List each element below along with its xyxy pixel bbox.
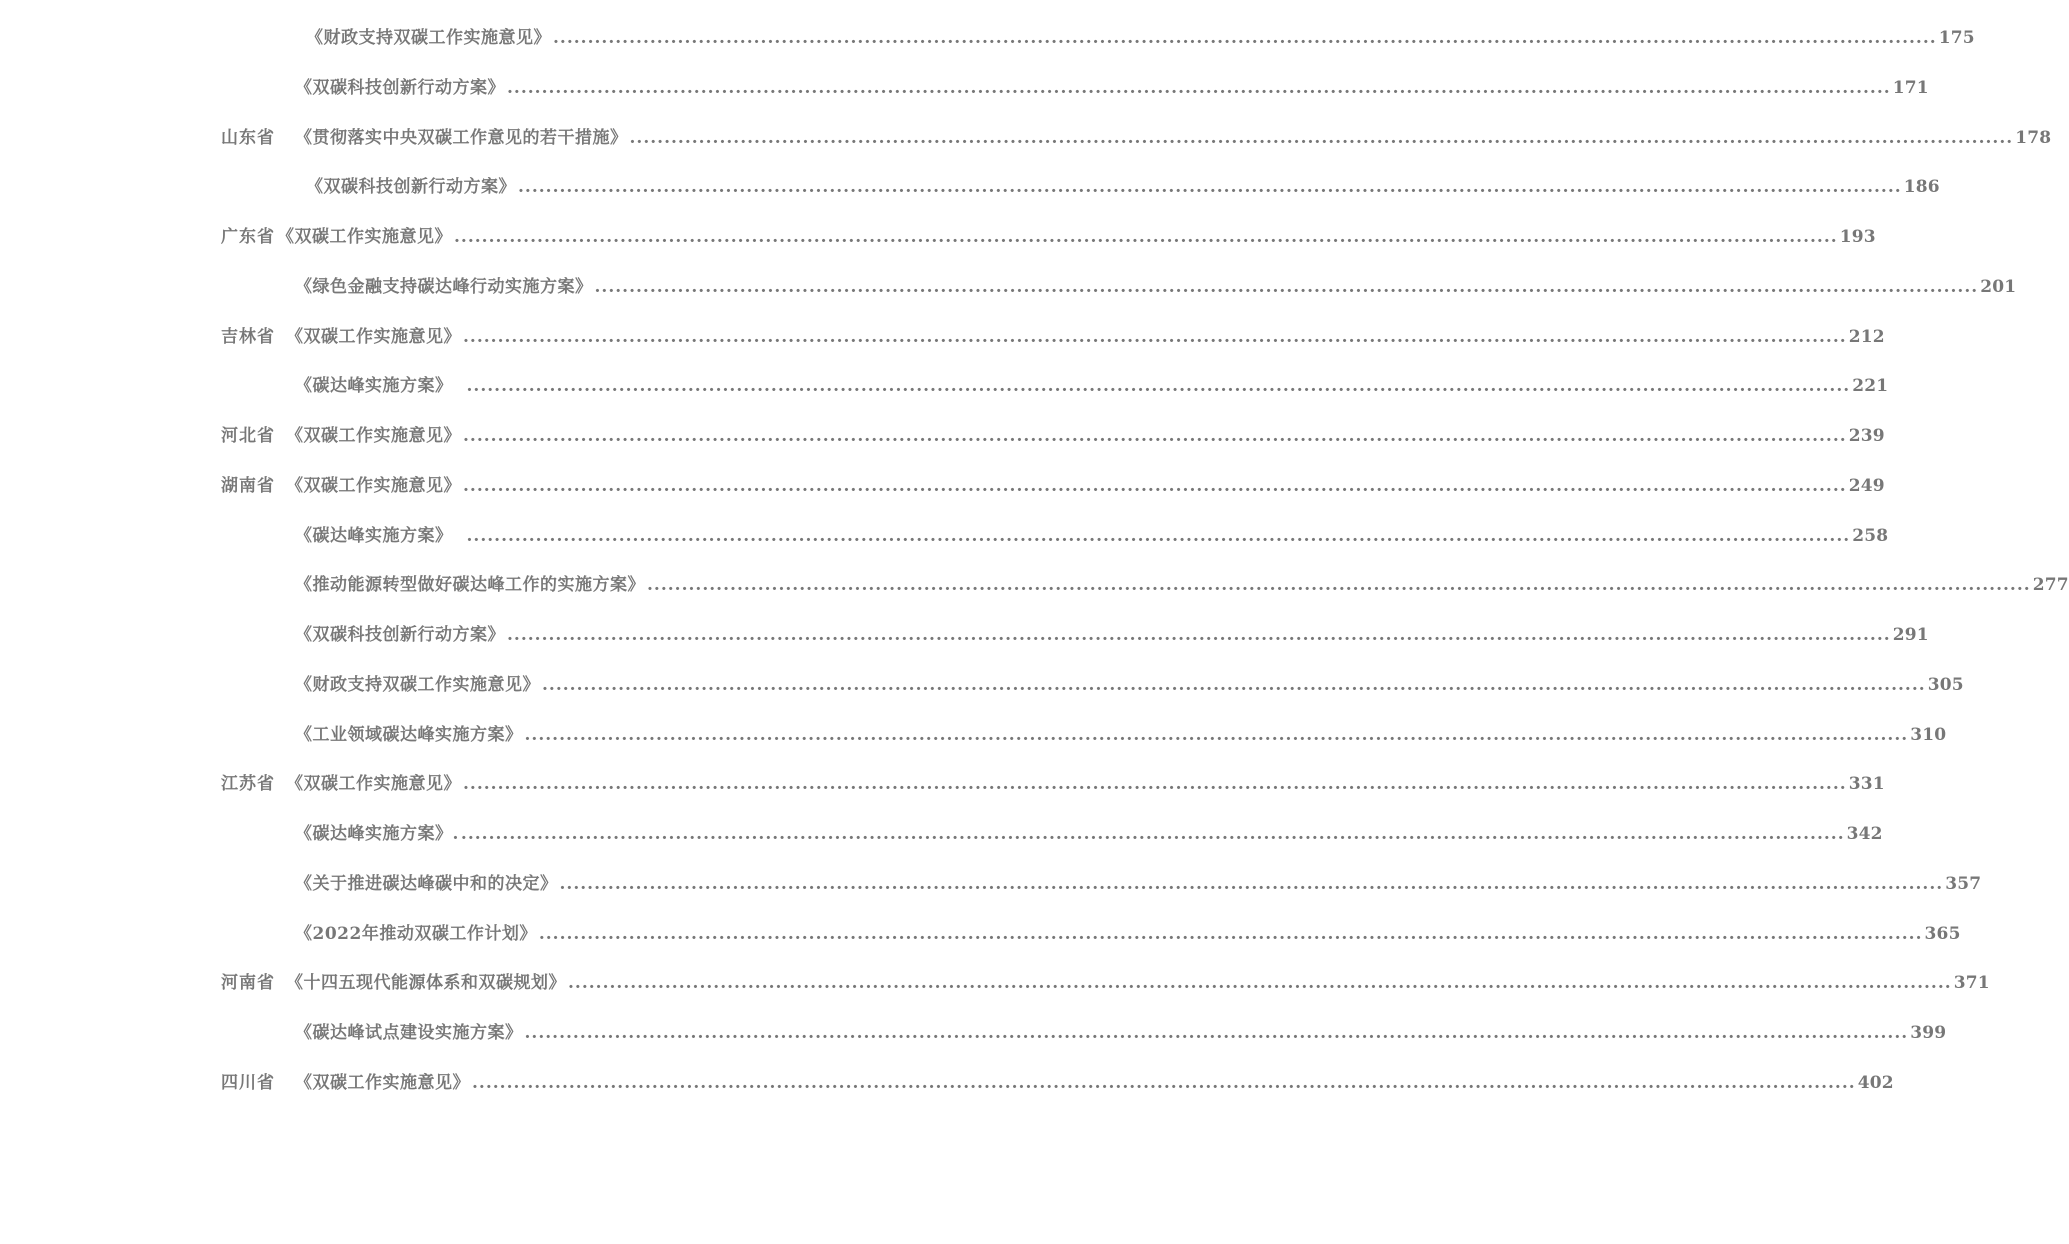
page-number: 178 [2015,127,2052,148]
entry-title: 《双碳工作实施意见》 [286,475,461,496]
page-number: 310 [1910,724,1947,745]
toc-entry[interactable] [295,1009,1947,1059]
toc-entry[interactable] [295,64,1929,114]
toc-row[interactable] [0,213,1876,263]
toc-row[interactable] [0,114,2052,164]
dot-leader: ........................................................................................................................................................................................................ [460,824,1845,844]
entry-title: 《财政支持双碳工作实施意见》 [295,674,540,695]
toc-entry[interactable] [295,661,1964,711]
province-label: 湖南省 [221,475,275,496]
entry-title: 《碳达峰实施方案》. [295,824,459,844]
dot-leader: ........................................................................................................................................................................................................ [559,873,1944,894]
toc-row[interactable] [0,860,1982,910]
toc-row[interactable] [0,561,2069,611]
page-number: 193 [1839,227,1876,247]
toc-row[interactable] [0,512,1889,562]
entry-title: 《碳达峰实施方案》 [295,376,453,397]
entry-title: 《财政支持双碳工作实施意见》 [306,28,551,48]
page-number: 201 [1980,276,2017,297]
dot-leader: ........................................................................................................................................................................................................ [466,376,1851,397]
toc-row[interactable] [0,163,1940,213]
entry-title: 《十四五现代能源体系和双碳规划》 [286,973,566,994]
province-label: 广东省 [221,227,275,247]
toc-row[interactable] [0,760,1885,810]
province-label: 四川省 [221,1072,275,1093]
page-number: 291 [1892,625,1929,645]
entry-title: 《双碳工作实施意见》 [286,326,461,347]
page-number: 399 [1910,1023,1947,1043]
dot-leader: ........................................................................................................................................................................................................ [538,923,1923,944]
toc-row[interactable] [0,462,1885,512]
dot-leader: ........................................................................................................................................................................................................ [507,625,1891,645]
entry-title: 《碳达峰实施方案》 [295,525,453,546]
page-number: 331 [1848,774,1885,795]
entry-title: 《双碳工作实施意见》 [277,227,452,247]
dot-leader: ........................................................................................................................................................................................................ [542,674,1926,695]
toc-row[interactable] [0,661,1964,711]
entry-title: 《绿色金融支持碳达峰行动实施方案》 [295,276,593,297]
page-number: 277 [2032,575,2069,596]
entry-title: 《工业领域碳达峰实施方案》 [295,724,523,745]
toc-entry[interactable] [295,512,1889,562]
toc-entry[interactable] [286,959,1990,1009]
province-label: 河南省 [221,973,275,994]
province-label: 河北省 [221,426,275,446]
toc-entry[interactable] [295,263,2017,313]
entry-title: 《碳达峰试点建设实施方案》 [295,1023,523,1043]
page-number: 221 [1852,376,1889,397]
entry-title: 《关于推进碳达峰碳中和的决定》 [295,873,558,894]
dot-leader: ........................................................................................................................................................................................................ [463,326,1847,347]
toc-entry[interactable] [295,611,1929,661]
toc-row[interactable] [0,959,1990,1009]
dot-leader: ........................................................................................................................................................................................................ [553,28,1937,48]
page-number: 357 [1945,873,1982,894]
page-number: 258 [1852,525,1889,546]
table-of-contents [0,14,2069,1109]
page-number: 402 [1857,1072,1894,1093]
dot-leader: ........................................................................................................................................................................................................ [594,276,1979,297]
toc-row[interactable] [0,412,1885,462]
entry-title: 《2022年推动双碳工作计划》 [295,923,537,944]
toc-entry[interactable] [286,412,1885,462]
toc-row[interactable] [0,263,2017,313]
entry-title: 《推动能源转型做好碳达峰工作的实施方案》 [295,575,645,596]
toc-entry[interactable] [306,14,1975,64]
entry-title: 《双碳科技创新行动方案》 [306,177,516,198]
dot-leader: ........................................................................................................................................................................................................ [463,774,1847,795]
dot-leader: ........................................................................................................................................................................................................ [568,973,1952,994]
entry-title: 《双碳科技创新行动方案》 [295,77,505,98]
toc-entry[interactable] [295,910,1961,960]
toc-entry[interactable] [295,711,1947,761]
toc-row[interactable] [0,1059,1894,1109]
dot-leader: ........................................................................................................................................................................................................ [463,475,1847,496]
toc-row[interactable] [0,64,1929,114]
page-number: 186 [1903,177,1940,198]
province-label: 山东省 [221,127,275,148]
toc-entry[interactable] [306,163,1940,213]
toc-entry[interactable] [295,561,2069,611]
entry-title: 《双碳科技创新行动方案》 [295,625,505,645]
entry-title: 《双碳工作实施意见》 [286,774,461,795]
toc-entry[interactable] [295,1059,1894,1109]
page-number: 249 [1848,475,1885,496]
toc-row[interactable] [0,14,1975,64]
page-number: 175 [1938,28,1975,48]
toc-entry[interactable] [286,462,1885,512]
toc-entry[interactable] [286,313,1885,363]
page-number: 212 [1848,326,1885,347]
dot-leader: ........................................................................................................................................................................................................ [647,575,2031,596]
page-number: 365 [1924,923,1961,944]
toc-row[interactable] [0,810,1883,860]
dot-leader: ........................................................................................................................................................................................................ [472,1072,1856,1093]
page-number: 342 [1846,824,1883,844]
toc-entry[interactable] [277,213,1876,263]
dot-leader: ........................................................................................................................................................................................................ [463,426,1847,446]
province-label: 江苏省 [221,774,275,795]
page-number: 171 [1892,77,1929,98]
toc-row[interactable] [0,362,1889,412]
page-number: 239 [1848,426,1885,446]
dot-leader: ........................................................................................................................................................................................................ [466,525,1851,546]
toc-entry[interactable] [295,114,2052,164]
dot-leader: ........................................................................................................................................................................................................ [524,1023,1909,1043]
entry-title: 《贯彻落实中央双碳工作意见的若干措施》 [295,127,628,148]
page-number: 305 [1927,674,1964,695]
toc-entry[interactable] [295,810,1883,860]
province-label: 吉林省 [221,326,275,347]
dot-leader: ........................................................................................................................................................................................................ [629,127,2014,148]
toc-row[interactable] [0,711,1947,761]
toc-entry[interactable] [295,362,1889,412]
dot-leader: ........................................................................................................................................................................................................ [507,77,1891,98]
toc-row[interactable] [0,313,1885,363]
dot-leader: ........................................................................................................................................................................................................ [524,724,1909,745]
entry-title: 《双碳工作实施意见》 [295,1072,470,1093]
toc-entry[interactable] [286,760,1885,810]
toc-row[interactable] [0,611,1929,661]
toc-row[interactable] [0,1009,1947,1059]
toc-row[interactable] [0,910,1961,960]
dot-leader: ........................................................................................................................................................................................................ [454,227,1838,247]
dot-leader: ........................................................................................................................................................................................................ [518,177,1902,198]
page-number: 371 [1953,973,1990,994]
entry-title: 《双碳工作实施意见》 [286,426,461,446]
toc-entry[interactable] [295,860,1982,910]
